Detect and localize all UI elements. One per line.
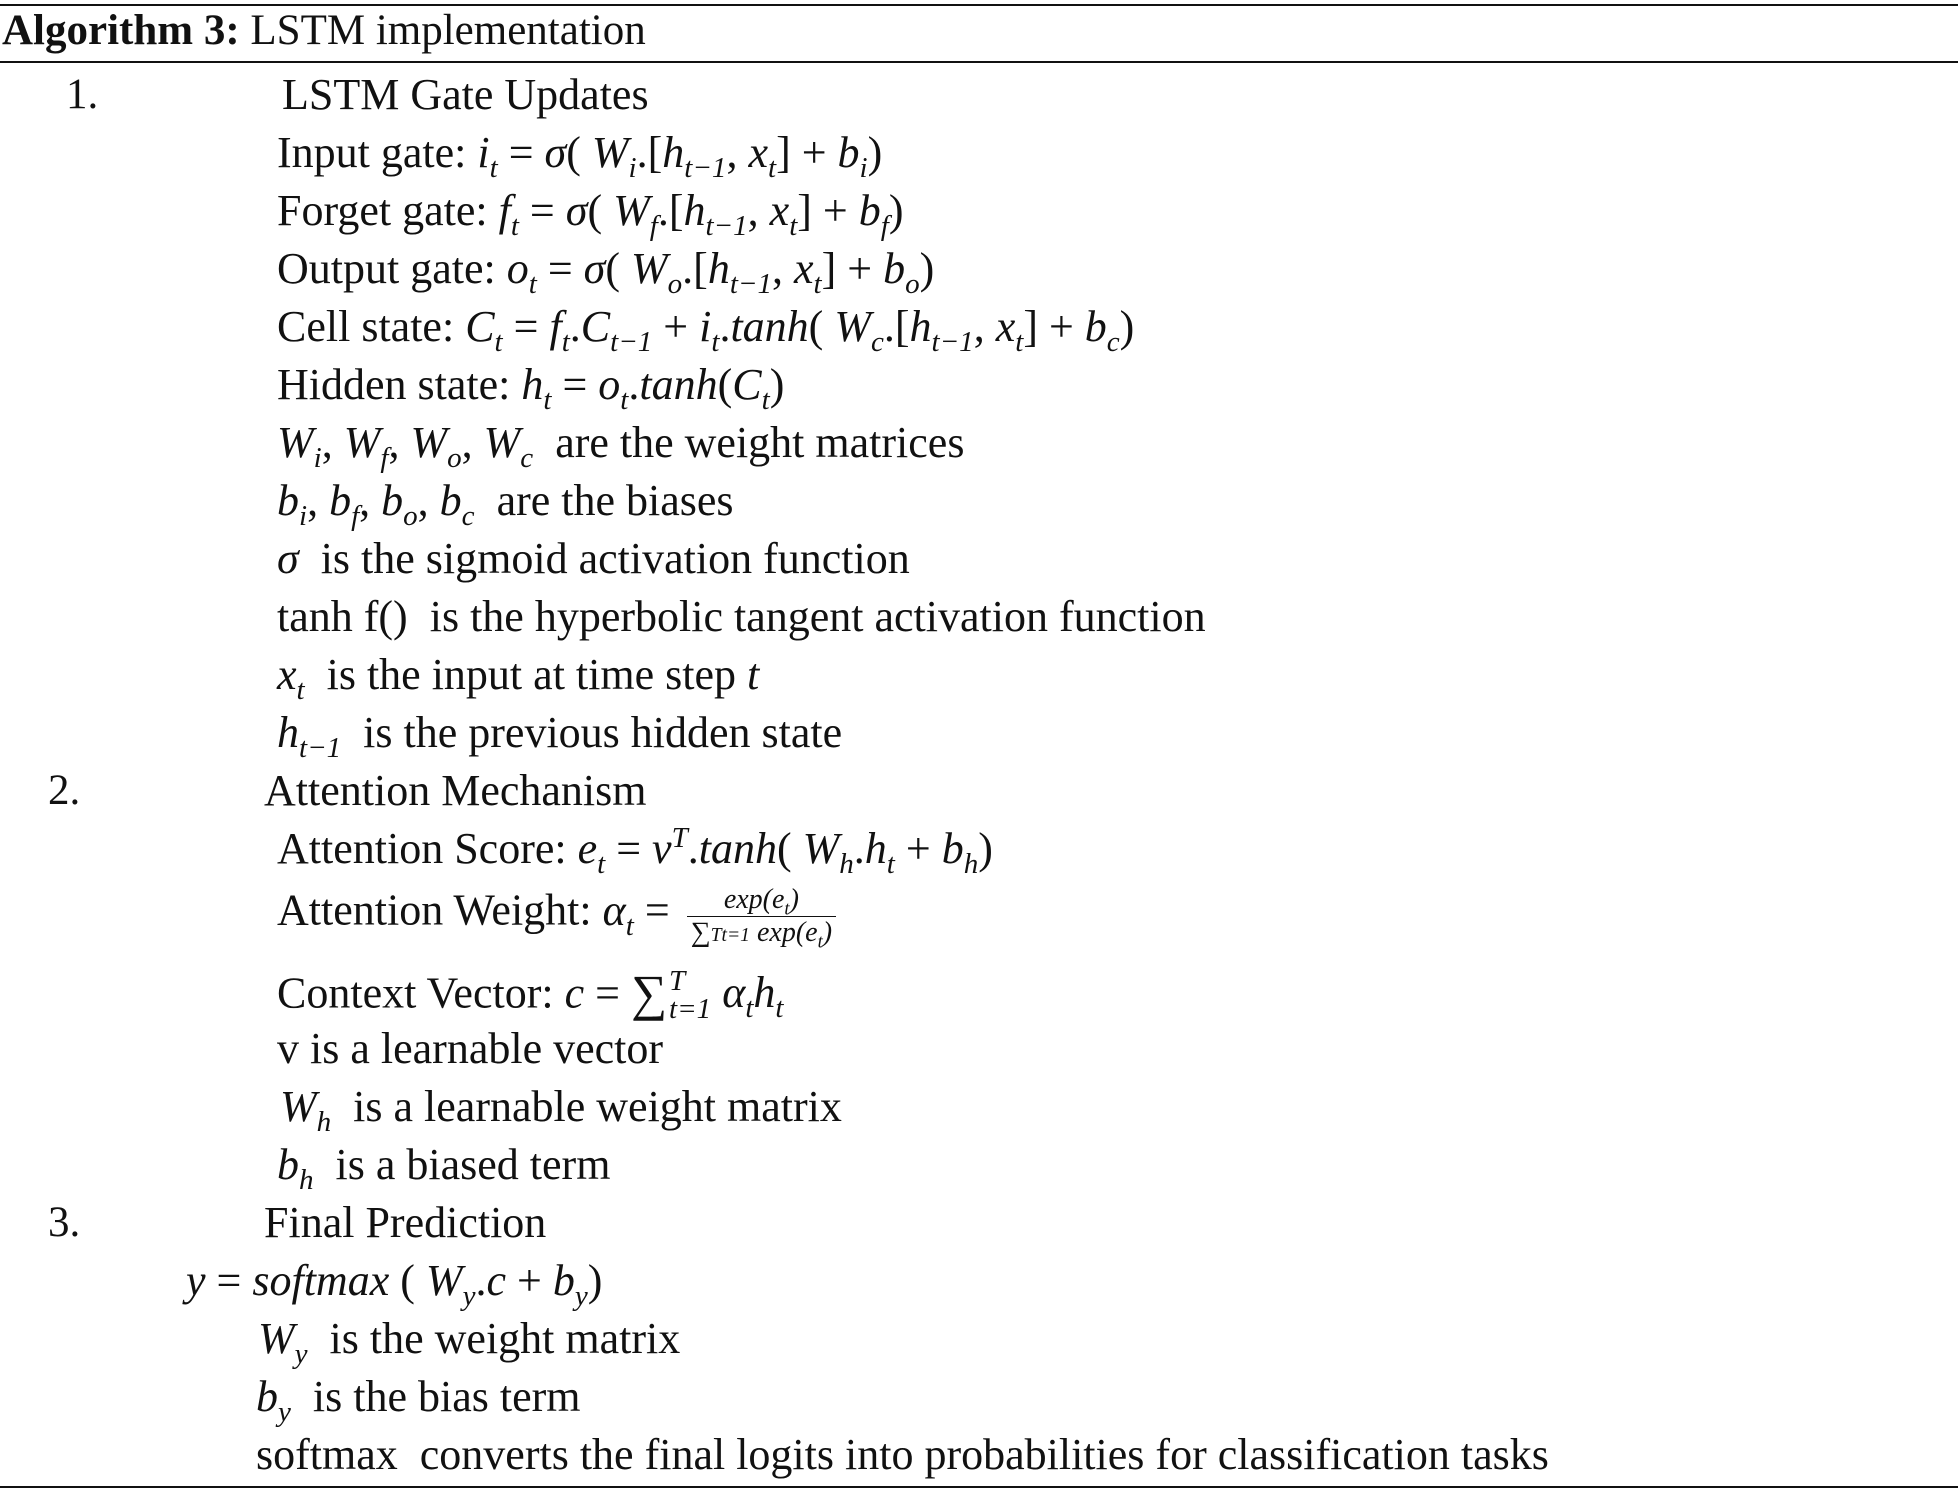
xt-desc: is the input at time step xyxy=(326,650,736,699)
bh-definition: $b_h$ is a biased term xyxy=(277,1140,611,1197)
section-2-number: 2. xyxy=(48,767,81,814)
attention-weight-fraction: $\frac{\exp(e_t)}{\sum Tt=1 \exp(e_t)}$ xyxy=(687,886,836,947)
attention-score-equation: Attention Score: $e_t = v^T.\tanh$( $W_h.h_t + b_h$) xyxy=(277,822,993,881)
sigma-desc: is the sigmoid activation function xyxy=(320,534,910,583)
tanh-term: tanh f() xyxy=(277,592,408,641)
algorithm-label: Algorithm 3: xyxy=(2,7,240,54)
wh-definition: $W_h$ is a learnable weight matrix xyxy=(280,1082,842,1139)
softmax-definition xyxy=(256,1430,1549,1479)
ht1-desc: is the previous hidden state xyxy=(363,708,843,757)
attention-score-label: Attention Score: xyxy=(277,824,567,873)
cell-state-equation: Cell state: $C_t = f_t.C_{t-1} + i_t.\tanh$( $W_c.[h_{t-1}$, $x_t] + b_c$) xyxy=(277,302,1135,359)
hidden-state-label: Hidden state: xyxy=(277,360,511,409)
bottom-rule xyxy=(0,1486,1958,1488)
section-2-heading: Attention Mechanism xyxy=(264,766,647,815)
input-gate-label: Input gate: xyxy=(277,128,467,177)
attention-weight-label: Attention Weight: xyxy=(277,885,592,935)
context-vector-label: Context Vector: xyxy=(277,968,554,1018)
by-definition: $b_y$ is the bias term xyxy=(256,1372,581,1429)
output-gate-equation: Output gate: $o_t = \sigma$( $W_o.[h_{t-1}$, $x_t] + b_o$) xyxy=(277,244,935,301)
section-1-heading: LSTM Gate Updates xyxy=(282,70,649,119)
output-gate-label: Output gate: xyxy=(277,244,496,293)
xt-definition: $x_t$ is the input at time step t xyxy=(277,650,760,707)
softmax-term: softmax xyxy=(256,1430,398,1479)
ht1-definition: $h_{t-1}$ is the previous hidden state xyxy=(277,708,843,765)
bh-desc: is a biased term xyxy=(335,1140,611,1189)
wh-desc: is a learnable weight matrix xyxy=(353,1082,842,1131)
wy-definition: $W_y$ is the weight matrix xyxy=(258,1314,681,1371)
softmax-desc: converts the final logits into probabilities for classification tasks xyxy=(419,1430,1549,1479)
weights-definition: $W_i$, $W_f$, $W_o$, $W_c$ are the weight matrices xyxy=(277,418,965,475)
sigma-definition: σ is the sigmoid activation function xyxy=(277,534,910,583)
section-3-heading: Final Prediction xyxy=(264,1198,547,1247)
weights-desc: are the weight matrices xyxy=(555,418,965,467)
input-gate-equation: Input gate: $i_t = \sigma$( $W_i.[h_{t-1}$, $x_t] + b_i$) xyxy=(277,128,883,185)
header-rule xyxy=(0,61,1958,63)
algorithm-name: LSTM implementation xyxy=(250,7,646,54)
by-desc: is the bias term xyxy=(312,1372,581,1421)
top-rule xyxy=(0,4,1958,6)
biases-desc: are the biases xyxy=(496,476,734,525)
biases-definition: $b_i$, $b_f$, $b_o$, $b_c$ are the biases xyxy=(277,476,734,533)
attention-weight-equation: Attention Weight: $\alpha_t$ = $\frac{\exp(e_t)}{\sum Tt=1 \exp(e_t)}$ xyxy=(277,884,836,945)
hidden-state-equation: Hidden state: $h_t = o_t.\tanh(C_t)$ xyxy=(277,360,785,417)
cell-state-label: Cell state: xyxy=(277,302,455,351)
v-definition: v is a learnable vector xyxy=(277,1024,664,1073)
section-3-number: 3. xyxy=(48,1199,81,1246)
section-1-number: 1. xyxy=(66,71,99,118)
tanh-definition xyxy=(277,592,1206,641)
context-vector-equation: Context Vector: c = ∑ T t=1 $\alpha_th_t$ xyxy=(277,964,784,1025)
final-prediction-equation: y = softmax ( $W_y.c + b_y$) xyxy=(186,1256,603,1313)
forget-gate-equation: Forget gate: $f_t = \sigma$( $W_f.[h_{t-1}$, $x_t] + b_f$) xyxy=(277,186,904,243)
tanh-desc: is the hyperbolic tangent activation function xyxy=(429,592,1206,641)
algorithm-title xyxy=(2,9,646,52)
forget-gate-label: Forget gate: xyxy=(277,186,488,235)
wy-desc: is the weight matrix xyxy=(329,1314,681,1363)
